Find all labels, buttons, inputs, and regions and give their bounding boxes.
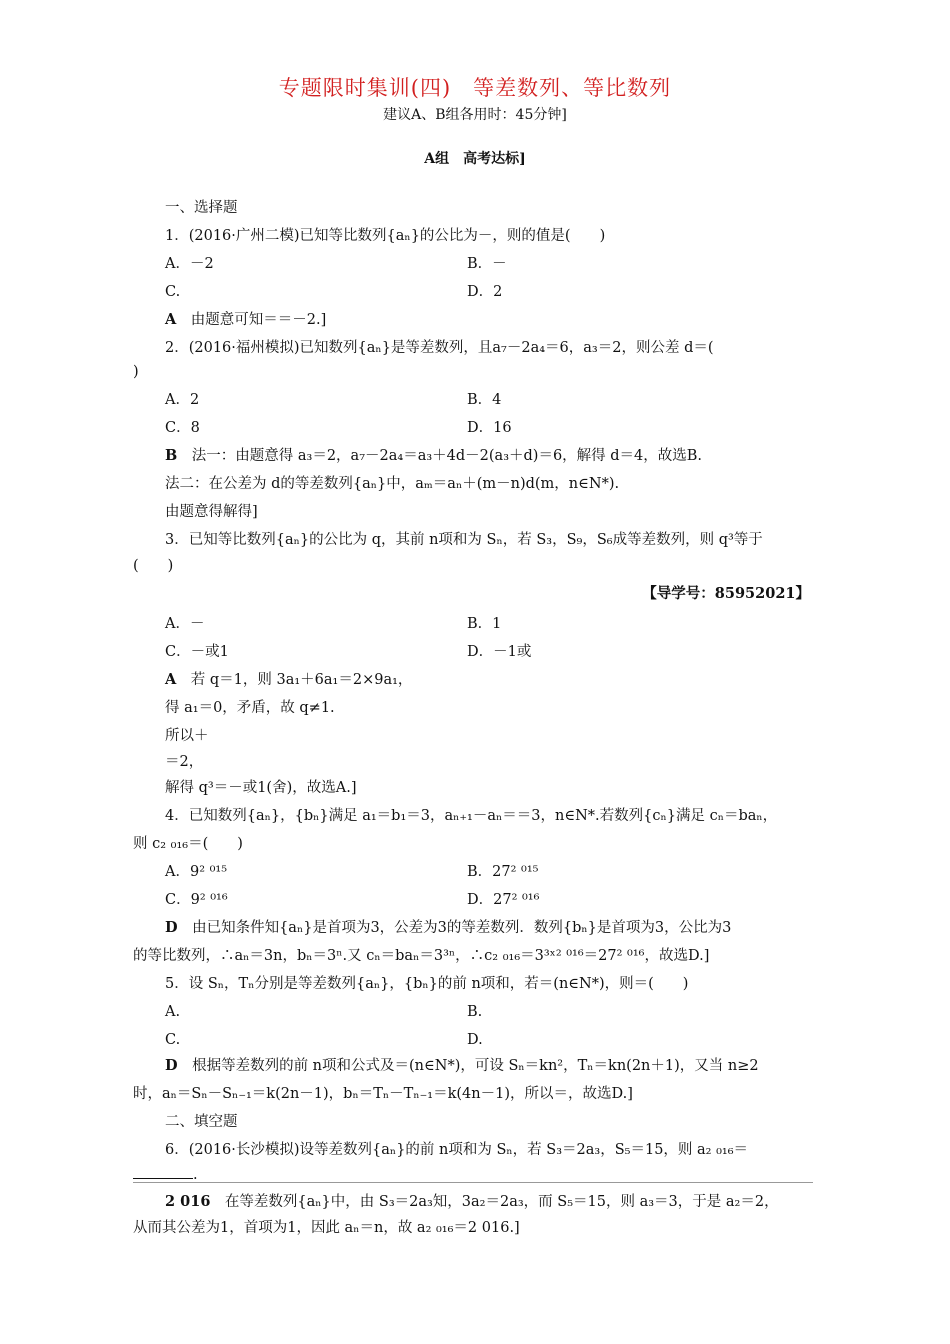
- answer-letter: D: [165, 1057, 178, 1074]
- q2-answer-end: 由题意得解得]: [165, 504, 258, 520]
- q5-option-d: D.: [467, 1032, 483, 1048]
- answer-letter: A: [165, 671, 177, 688]
- q1-option-a: A．－2: [165, 256, 214, 272]
- q3-answer-line3: 所以＋: [165, 728, 209, 744]
- q5-stem: 5．设 Sₙ，Tₙ分别是等差数列{aₙ}，{bₙ}的前 n项和，若＝(n∈N*)，则＝( ): [165, 976, 689, 992]
- time-suggestion: 建议A、B组各用时：45分钟]: [383, 107, 567, 123]
- q2-option-a: A．2: [165, 392, 200, 408]
- q4-option-a: A．9² ⁰¹⁵: [165, 864, 228, 880]
- q1-option-c: C.: [165, 284, 181, 300]
- q2-answer: [165, 446, 702, 466]
- q5-answer-line2: 时，aₙ＝Sₙ－Sₙ₋₁＝k(2n－1)，bₙ＝Tₙ－Tₙ₋₁＝k(4n－1)，所以＝，故选D.]: [133, 1086, 633, 1102]
- q4-stem-cont: 则 c₂ ₀₁₆＝( ): [133, 836, 243, 852]
- q4-stem: 4．已知数列{aₙ}，{bₙ}满足 a₁＝b₁＝3，aₙ₊₁－aₙ＝＝3，n∈N*.若数列{cₙ}满足 cₙ＝baₙ，: [165, 808, 778, 824]
- q1-option-d: D．2: [467, 284, 503, 300]
- answer-letter: B: [165, 447, 178, 464]
- q3-option-a: A．－: [165, 616, 205, 632]
- q3-answer-line4: ＝2，: [165, 754, 204, 770]
- q3-option-d: D．－1或: [467, 644, 532, 660]
- q1-stem: 1．(2016·广州二模)已知等比数列{aₙ}的公比为－，则的值是( ): [165, 228, 606, 244]
- q3-answer-line2: 得 a₁＝0，矛盾，故 q≠1.: [165, 700, 335, 716]
- q6-answer: [165, 1192, 779, 1212]
- answer-text: 由已知条件知{aₙ}是首项为3，公差为3的等差数列．数列{bₙ}是首项为3，公比为3: [192, 920, 732, 936]
- q3-stem-cont: ( ): [133, 558, 174, 574]
- q2-stem: 2．(2016·福州模拟)已知数列{aₙ}是等差数列，且a₇－2a₄＝6，a₃＝2，则公差 d＝(: [165, 340, 714, 356]
- section-heading-choice: 一、选择题: [165, 200, 238, 216]
- q2-stem-cont: ): [133, 364, 139, 380]
- q3-option-b: B．1: [467, 616, 502, 632]
- group-heading: A组 高考达标]: [424, 151, 526, 167]
- q6-answer-line2: 从而其公差为1，首项为1，因此 aₙ＝n，故 a₂ ₀₁₆＝2 016.]: [133, 1220, 520, 1236]
- q5-option-b: B.: [467, 1004, 483, 1020]
- q6-stem-end: .: [193, 1167, 198, 1183]
- q3-answer: [165, 670, 412, 690]
- q1-option-b: B．－: [467, 256, 507, 272]
- guide-number: 【导学号：85952021】: [642, 585, 810, 602]
- q1-answer: [165, 310, 326, 330]
- answer-text: 由题意可知＝＝－2.]: [190, 312, 327, 328]
- q5-option-c: C.: [165, 1032, 181, 1048]
- q2-answer-method2: 法二：在公差为 d的等差数列{aₙ}中，aₘ＝aₙ＋(m－n)d(m，n∈N*).: [165, 476, 620, 492]
- answer-text: 根据等差数列的前 n项和公式及＝(n∈N*)，可设 Sₙ＝kn²，Tₙ＝kn(2n＋1)，又当 n≥2: [192, 1058, 759, 1074]
- q4-option-d: D．27² ⁰¹⁶: [467, 892, 540, 908]
- q4-option-b: B．27² ⁰¹⁵: [467, 864, 539, 880]
- q2-option-b: B．4: [467, 392, 502, 408]
- q3-answer-line5: 解得 q³＝－或1(舍)，故选A.]: [165, 780, 357, 796]
- answer-text: 若 q＝1，则 3a₁＋6a₁＝2×9a₁，: [190, 672, 413, 688]
- answer-letter: D: [165, 919, 178, 936]
- q2-option-d: D．16: [467, 420, 512, 436]
- page-title: 专题限时集训(四) 等差数列、等比数列: [278, 76, 672, 100]
- q4-answer: [165, 918, 731, 938]
- q4-answer-line2: 的等比数列，∴aₙ＝3n，bₙ＝3ⁿ.又 cₙ＝baₙ＝3³ⁿ，∴c₂ ₀₁₆＝3³ˣ² ⁰¹⁶＝27² ⁰¹⁶，故选D.]: [133, 948, 710, 964]
- answer-text: 在等差数列{aₙ}中，由 S₃＝2a₃知，3a₂＝2a₃，而 S₅＝15，则 a₃＝3，于是 a₂＝2，: [224, 1194, 779, 1210]
- section-heading-fill: 二、填空题: [165, 1114, 238, 1130]
- answer-value: 2 016: [165, 1193, 211, 1210]
- q3-stem: 3．已知等比数列{aₙ}的公比为 q，其前 n项和为 Sₙ，若 S₃，S₉，S₆成等差数列，则 q³等于: [165, 532, 763, 548]
- q5-answer: [165, 1056, 759, 1076]
- q6-stem: 6．(2016·长沙模拟)设等差数列{aₙ}的前 n项和为 Sₙ，若 S₃＝2a₃，S₅＝15，则 a₂ ₀₁₆＝: [165, 1142, 749, 1158]
- q5-option-a: A.: [165, 1004, 181, 1020]
- answer-text: 法一：由题意得 a₃＝2，a₇－2a₄＝a₃＋4d－2(a₃＋d)＝6，解得 d＝4，故选B.: [191, 448, 703, 464]
- q3-option-c: C．－或1: [165, 644, 229, 660]
- divider-line: [133, 1182, 813, 1183]
- q4-option-c: C．9² ⁰¹⁶: [165, 892, 228, 908]
- answer-letter: A: [165, 311, 177, 328]
- q2-option-c: C．8: [165, 420, 200, 436]
- answer-blank: [133, 1164, 193, 1179]
